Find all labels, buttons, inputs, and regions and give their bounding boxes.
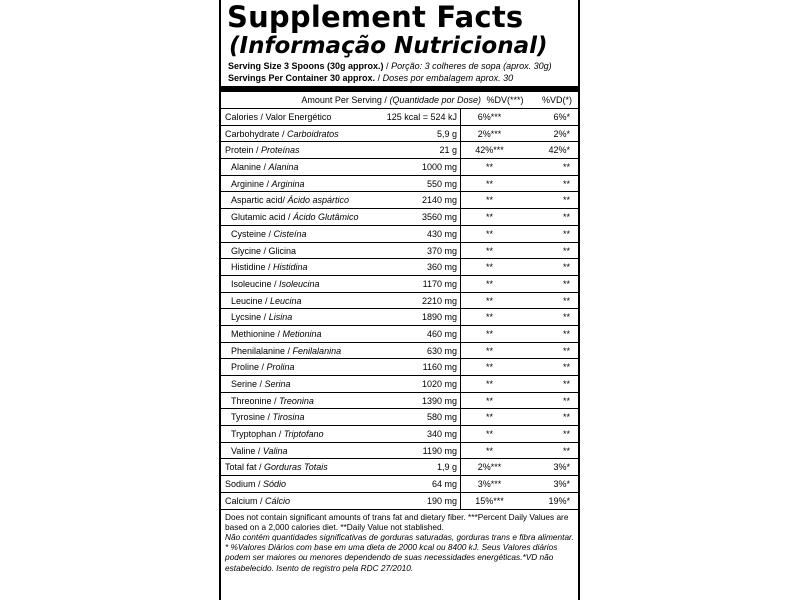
nutrient-name-pt: Metionina <box>282 328 322 339</box>
nutrient-vd: 2%* <box>553 128 570 139</box>
nutrient-vd: ** <box>562 429 570 440</box>
table-row <box>221 476 578 493</box>
nutrient-amount: 21 g <box>439 145 457 156</box>
nutrient-name: Lycsine / <box>231 312 269 323</box>
nutrient-dv: 42%*** <box>475 145 504 156</box>
nutrient-dv: ** <box>485 195 493 206</box>
table-row <box>221 192 578 209</box>
nutrient-vd: ** <box>562 312 570 323</box>
nutrient-name-pt: Proteínas <box>261 145 300 156</box>
footnote-pt: Não contém quantidades significativas de gorduras saturadas, gorduras trans e fibra alimentar. * %Valores Diários com base em uma dieta de 2000 kcal ou 8400 kJ. Seus Valores diários podem ser maiores ou menores dependendo de suas necessidades energéticas.*VD não estabelecido. Isento de registro pela RDC 27/2010. <box>225 531 574 573</box>
nutrient-amount: 5,9 g <box>436 128 457 139</box>
nutrient-dv: ** <box>485 295 493 306</box>
nutrient-vd: ** <box>562 195 570 206</box>
nutrient-name-pt: Arginina <box>271 178 305 189</box>
nutrient-vd: 42%* <box>548 145 570 156</box>
nutrient-name: Aspartic acid/ <box>231 195 288 206</box>
nutrient-vd: ** <box>562 445 570 456</box>
nutrient-name: Threonine / <box>231 395 280 406</box>
table-row <box>221 276 578 293</box>
nutrient-vd: ** <box>562 278 570 289</box>
table-row <box>221 409 578 426</box>
header-vd: %VD(*) <box>541 95 572 105</box>
nutrient-name-pt: Ácido Glutâmico <box>293 212 359 223</box>
serving-size: Serving Size 3 Spoons (30g approx.) / Porção: 3 colheres de sopa (aprox. 30g) <box>228 61 552 71</box>
nutrient-name-pt: Sódio <box>263 479 287 490</box>
nutrient-vd: ** <box>562 395 570 406</box>
nutrient-vd: ** <box>562 345 570 356</box>
nutrient-name: Cysteine / <box>231 228 274 239</box>
table-row <box>221 259 578 276</box>
nutrient-vd: 19%* <box>548 495 570 506</box>
nutrient-name-pt: Cálcio <box>265 495 291 506</box>
nutrient-name: Tryptophan / <box>231 429 284 440</box>
header-dv: %DV(***) <box>486 95 524 105</box>
nutrient-name-pt: Fenilalanina <box>292 345 342 356</box>
supplement-facts-label <box>219 0 580 600</box>
nutrient-name-pt: Ácido aspártico <box>287 195 350 206</box>
nutrient-dv: ** <box>485 262 493 273</box>
nutrient-name-pt: Glicina <box>268 245 297 256</box>
table-row <box>221 343 578 360</box>
nutrient-name: Calories / <box>225 112 266 122</box>
nutrient-amount: 460 mg <box>426 328 457 339</box>
label-subtitle: (Informação Nutricional) <box>229 33 548 59</box>
nutrient-dv: ** <box>485 278 493 289</box>
nutrient-amount: 580 mg <box>426 412 457 423</box>
footnote <box>221 510 578 573</box>
nutrient-vd: 6%* <box>553 112 570 122</box>
nutrient-dv: 2%*** <box>477 462 502 473</box>
nutrient-name-pt: Treonina <box>279 395 314 406</box>
nutrient-dv: ** <box>485 312 493 323</box>
table-row <box>221 176 578 193</box>
nutrient-dv: ** <box>485 162 493 173</box>
table-row <box>221 293 578 310</box>
table-row <box>221 443 578 460</box>
nutrient-amount: 125 kcal = 524 kJ <box>386 112 457 122</box>
nutrient-vd: ** <box>562 295 570 306</box>
table-row <box>221 159 578 176</box>
nutrient-vd: ** <box>562 362 570 373</box>
nutrient-name: Glycine / <box>231 245 269 256</box>
nutrient-dv: ** <box>485 412 493 423</box>
nutrient-amount: 3560 mg <box>421 212 457 223</box>
table-row <box>221 209 578 226</box>
nutrient-dv: ** <box>485 379 493 389</box>
nutrient-name: Histidine / <box>231 262 274 273</box>
nutrient-amount: 64 mg <box>431 479 457 490</box>
nutrient-vd: ** <box>562 212 570 223</box>
nutrient-name-pt: Leucina <box>270 295 302 306</box>
nutrient-amount: 1020 mg <box>421 379 457 389</box>
table-row <box>221 393 578 410</box>
nutrient-vd: ** <box>562 162 570 173</box>
servings-per-container: Servings Per Container 30 approx. / Doses por embalagem aprox. 30 <box>228 73 514 83</box>
nutrient-name: Carbohydrate / <box>225 128 288 139</box>
table-row <box>221 359 578 376</box>
footnote-en: Does not contain significant amounts of trans fat and dietary fiber. ***Percent Daily Values are based on a 2,000 calories diet. **Daily Value not stablished. <box>225 511 569 532</box>
nutrient-name: Methionine / <box>231 328 283 339</box>
nutrient-amount: 1390 mg <box>421 395 457 406</box>
nutrient-amount: 1160 mg <box>422 362 457 373</box>
nutrient-amount: 340 mg <box>426 429 457 440</box>
table-row <box>221 109 578 126</box>
nutrient-name-pt: Histidina <box>273 262 308 273</box>
nutrient-name: Glutamic acid / <box>231 212 294 223</box>
nutrient-name: Valine / <box>231 445 263 456</box>
nutrient-amount: 360 mg <box>426 262 457 273</box>
nutrient-name-pt: Lisina <box>268 312 293 323</box>
label-title: Supplement Facts <box>227 0 524 34</box>
nutrient-amount: 1,9 g <box>436 462 457 473</box>
nutrient-name: Leucine / <box>231 295 271 306</box>
nutrient-name: Proline / <box>231 362 267 373</box>
nutrient-name-pt: Triptofano <box>283 429 324 440</box>
nutrient-name-pt: Alanina <box>268 162 299 173</box>
nutrient-amount: 2140 mg <box>421 195 457 206</box>
table-row <box>221 493 578 510</box>
nutrient-dv: 6%*** <box>477 112 502 122</box>
nutrient-dv: ** <box>485 395 493 406</box>
nutrient-vd: ** <box>562 245 570 256</box>
nutrient-vd: ** <box>562 379 570 389</box>
nutrient-name: Tyrosine / <box>231 412 273 423</box>
nutrient-name: Alanine / <box>231 162 269 173</box>
nutrient-amount: 2210 mg <box>421 295 457 306</box>
table-row <box>221 376 578 393</box>
nutrient-name-pt: Tirosina <box>272 412 305 423</box>
table-row <box>221 226 578 243</box>
nutrient-amount: 630 mg <box>426 345 457 356</box>
nutrient-amount: 190 mg <box>426 495 457 506</box>
nutrient-dv: ** <box>485 362 493 373</box>
nutrient-vd: ** <box>562 178 570 189</box>
nutrient-dv: ** <box>485 445 493 456</box>
nutrient-dv: ** <box>485 228 493 239</box>
table-row <box>221 126 578 143</box>
nutrient-amount: 1170 mg <box>422 278 457 289</box>
table-header: Amount Per Serving / (Quantidade por Dose) %DV(***) %VD(*) <box>221 92 578 109</box>
nutrient-name-pt: Cisteína <box>273 228 307 239</box>
nutrient-dv: 15%*** <box>475 495 504 506</box>
nutrient-dv: 2%*** <box>477 128 502 139</box>
nutrient-name: Calcium / <box>225 495 266 506</box>
nutrient-dv: ** <box>485 328 493 339</box>
nutrient-vd: ** <box>562 228 570 239</box>
nutrient-amount: 1890 mg <box>421 312 457 323</box>
nutrient-name: Total fat / <box>225 462 265 473</box>
nutrient-name: Serine / <box>231 379 265 389</box>
nutrient-name-pt: Valina <box>262 445 288 456</box>
nutrient-dv: 3%*** <box>477 479 502 490</box>
nutrient-name-pt: Gorduras Totais <box>264 462 328 473</box>
nutrient-vd: ** <box>562 262 570 273</box>
nutrient-amount: 1000 mg <box>421 162 457 173</box>
table-row <box>221 309 578 326</box>
nutrient-dv: ** <box>485 178 493 189</box>
nutrient-dv: ** <box>485 245 493 256</box>
table-row <box>221 243 578 260</box>
nutrient-vd: ** <box>562 328 570 339</box>
nutrient-name-pt: Isoleucina <box>279 278 320 289</box>
nutrient-name-pt: Serina <box>264 379 291 389</box>
table-row <box>221 426 578 443</box>
table-row <box>221 459 578 476</box>
table-row <box>221 326 578 343</box>
nutrient-name-pt: Prolina <box>266 362 295 373</box>
nutrient-amount: 550 mg <box>426 178 457 189</box>
nutrient-dv: ** <box>485 212 493 223</box>
nutrient-name-pt: Carboidratos <box>287 128 339 139</box>
nutrient-name: Isoleucine / <box>231 278 280 289</box>
nutrient-vd: 3%* <box>553 462 570 473</box>
nutrient-name: Sodium / <box>225 479 264 490</box>
nutrient-dv: ** <box>485 345 493 356</box>
nutrient-name: Protein / <box>225 145 262 156</box>
nutrient-table <box>221 109 578 510</box>
table-row <box>221 142 578 159</box>
nutrient-amount: 1190 mg <box>422 445 457 456</box>
nutrient-name-pt: Valor Energético <box>265 112 332 122</box>
nutrient-name: Arginine / <box>231 178 272 189</box>
nutrient-vd: ** <box>562 412 570 423</box>
nutrient-amount: 430 mg <box>426 228 457 239</box>
nutrient-amount: 370 mg <box>426 245 457 256</box>
nutrient-dv: ** <box>485 429 493 440</box>
nutrient-name: Phenilalanine / <box>231 345 293 356</box>
nutrient-vd: 3%* <box>553 479 570 490</box>
